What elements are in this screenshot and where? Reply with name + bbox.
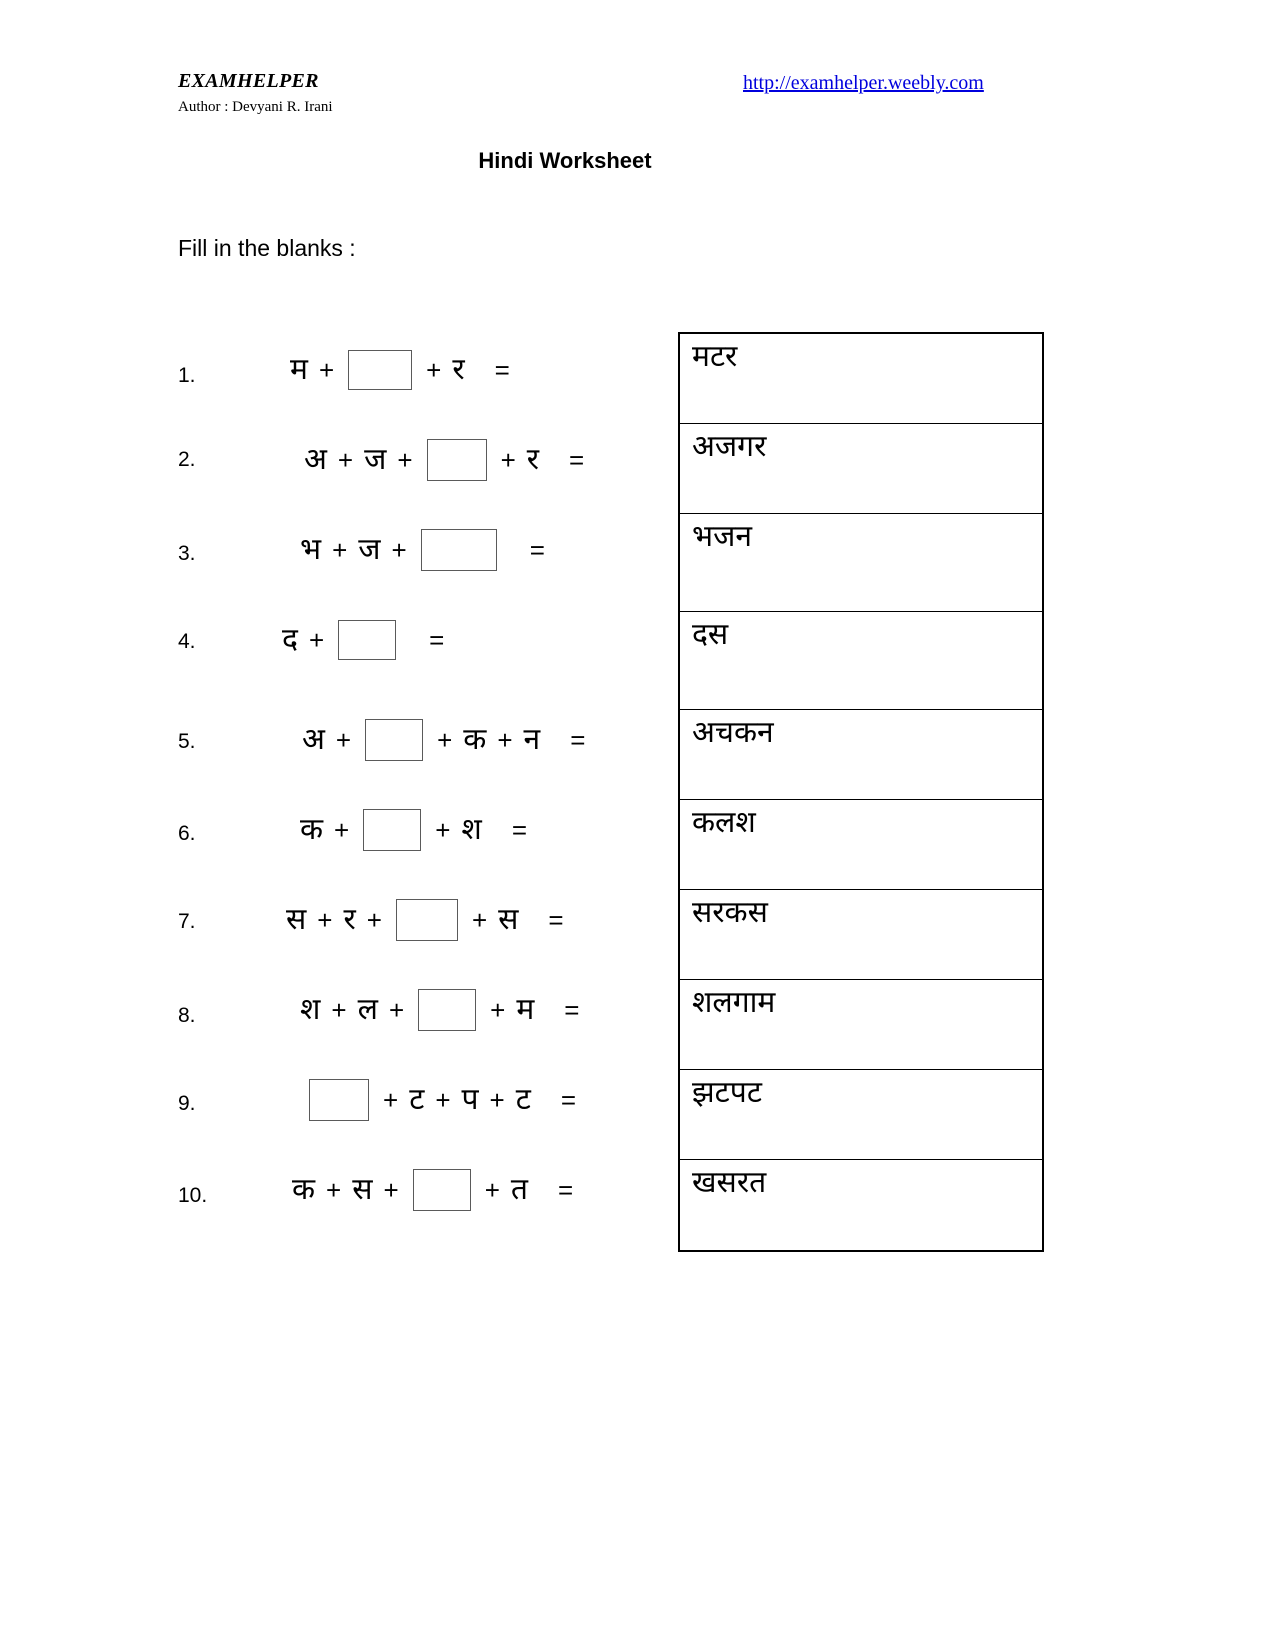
website-url-link[interactable]: http://examhelper.weebly.com (743, 72, 984, 94)
question-number: 5. (178, 730, 196, 753)
plus-operator: + (437, 725, 453, 755)
brand-name: EXAMHELPER (178, 70, 319, 92)
plus-operator: + (308, 625, 325, 655)
equals-operator: = (570, 725, 586, 755)
hindi-letter: ज (364, 443, 387, 476)
question-row (302, 1072, 576, 1128)
answer-word: भजन (692, 520, 752, 553)
answer-blank-box[interactable] (396, 899, 458, 941)
question-number: 1. (178, 364, 196, 387)
hindi-letter: त (510, 1173, 528, 1206)
plus-operator: + (490, 995, 506, 1025)
question-number: 9. (178, 1092, 196, 1115)
answer-cell (680, 800, 1042, 890)
hindi-letter: न (523, 723, 541, 756)
question-row (296, 982, 579, 1038)
question-expression (278, 620, 444, 660)
plus-operator: + (497, 725, 513, 755)
answer-blank-box[interactable] (309, 1079, 369, 1121)
plus-operator: + (334, 815, 350, 845)
hindi-letter: क (300, 813, 324, 846)
question-expression (298, 719, 585, 761)
plus-operator: + (500, 445, 516, 475)
answer-blank-box[interactable] (413, 1169, 471, 1211)
question-row (278, 612, 444, 668)
answer-blank-box[interactable] (363, 809, 421, 851)
answer-blank-box[interactable] (338, 620, 396, 660)
hindi-letter: स (352, 1173, 373, 1206)
hindi-letter: भ (300, 533, 322, 566)
answer-cell (680, 1160, 1042, 1250)
question-expression (286, 350, 510, 390)
answer-word: दस (692, 618, 729, 651)
hindi-letter: ट (515, 1083, 531, 1116)
answer-cell (680, 980, 1042, 1070)
answer-word: खसरत (692, 1166, 767, 1199)
question-expression (300, 439, 584, 481)
hindi-letter: ट (409, 1083, 425, 1116)
answer-cell (680, 514, 1042, 612)
question-row (300, 432, 584, 488)
answer-word: शलगाम (692, 986, 776, 1019)
equals-operator: = (569, 445, 585, 475)
question-number: 2. (178, 448, 196, 471)
answer-cell (680, 424, 1042, 514)
question-number: 8. (178, 1004, 196, 1027)
equals-operator: = (558, 1175, 574, 1205)
answer-word: कलश (692, 806, 756, 839)
hindi-letter: म (290, 353, 308, 386)
hindi-letter: क (292, 1173, 316, 1206)
author-line: Author : Devyani R. Irani (178, 99, 333, 115)
plus-operator: + (471, 905, 488, 935)
question-number: 10. (178, 1184, 208, 1207)
answer-cell (680, 1070, 1042, 1160)
equals-operator: = (548, 905, 564, 935)
answer-word: अजगर (692, 430, 767, 463)
hindi-letter: प (461, 1083, 479, 1116)
answer-blank-box[interactable] (427, 439, 487, 481)
plus-operator: + (484, 1175, 500, 1205)
question-expression (296, 989, 579, 1031)
question-expression (282, 899, 564, 941)
plus-operator: + (489, 1085, 505, 1115)
equals-operator: = (560, 1085, 577, 1115)
plus-operator: + (383, 1175, 399, 1205)
answer-blank-box[interactable] (421, 529, 497, 571)
equals-operator: = (564, 995, 580, 1025)
plus-operator: + (366, 905, 382, 935)
plus-operator: + (383, 1085, 399, 1115)
hindi-letter: श (300, 993, 321, 1026)
plus-operator: + (332, 535, 348, 565)
plus-operator: + (326, 1175, 342, 1205)
answer-blank-box[interactable] (348, 350, 412, 390)
plus-operator: + (335, 725, 352, 755)
answer-blank-box[interactable] (365, 719, 423, 761)
question-row (298, 712, 585, 768)
answer-word: झटपट (692, 1076, 762, 1109)
question-number: 6. (178, 822, 196, 845)
plus-operator: + (397, 445, 413, 475)
plus-operator: + (435, 815, 451, 845)
equals-operator: = (529, 535, 545, 565)
hindi-letter: द (282, 623, 298, 656)
question-number: 7. (178, 910, 196, 933)
plus-operator: + (388, 995, 405, 1025)
hindi-letter: श (461, 813, 482, 846)
question-row (296, 802, 527, 858)
question-row (286, 342, 510, 398)
answer-word: सरकस (692, 896, 768, 929)
equals-operator: = (429, 625, 445, 655)
page-header (178, 70, 1078, 130)
plus-operator: + (435, 1085, 451, 1115)
answer-cell (680, 890, 1042, 980)
hindi-letter: ज (358, 533, 381, 566)
hindi-letter: क (463, 723, 487, 756)
equals-operator: = (494, 355, 510, 385)
plus-operator: + (318, 355, 335, 385)
answer-cell (680, 612, 1042, 710)
hindi-letter: अ (304, 443, 327, 476)
answer-cell (680, 334, 1042, 424)
question-row (288, 1162, 573, 1218)
question-expression (302, 1079, 576, 1121)
plus-operator: + (391, 535, 407, 565)
page-title: Hindi Worksheet (478, 148, 652, 173)
hindi-letter: र (452, 353, 465, 386)
plus-operator: + (337, 445, 354, 475)
question-number: 4. (178, 630, 196, 653)
answers-table (678, 332, 1044, 1252)
question-expression (288, 1169, 573, 1211)
plus-operator: + (331, 995, 347, 1025)
question-expression (296, 809, 527, 851)
hindi-letter: स (286, 903, 307, 936)
hindi-letter: अ (302, 723, 325, 756)
hindi-letter: र (526, 443, 540, 476)
answer-word: मटर (692, 340, 738, 373)
question-row (282, 892, 564, 948)
answer-cell (680, 710, 1042, 800)
question-expression (296, 529, 545, 571)
hindi-letter: स (498, 903, 519, 936)
equals-operator: = (511, 815, 528, 845)
answer-blank-box[interactable] (418, 989, 476, 1031)
question-row (296, 522, 545, 578)
plus-operator: + (426, 355, 442, 385)
answer-word: अचकन (692, 716, 774, 749)
instruction-text: Fill in the blanks : (178, 235, 356, 261)
hindi-letter: ल (357, 993, 378, 1026)
hindi-letter: र (343, 903, 356, 936)
plus-operator: + (317, 905, 333, 935)
question-number: 3. (178, 542, 196, 565)
hindi-letter: म (516, 993, 535, 1026)
